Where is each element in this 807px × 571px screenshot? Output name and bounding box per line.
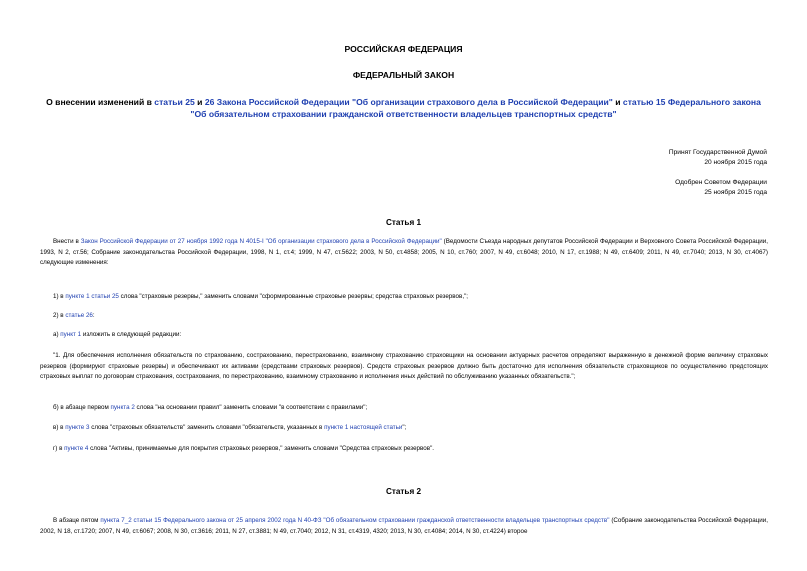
article-1-intro: Внести в Закон Российской Федерации от 27 ноября 1992 года N 4015-I "Об организации страхового дела в Российской Федерации" (Ведомости Съезда народных депутатов Российской Федерации и Верховного Совета Российской Федерации, 1993, N 2, ст.56; Собрание законодательства Российской Федерации, 1998, N 1, ст.4; 1999, N 47, ст.5622; 2003, N 50, ст.4858; 2005, N 10, ст.760; 2007, N 49, ст.6048; 2010, N 17, ст.1988; N 49, ст.6409; 2011, N 49, ст.7040; 2013, N 30, ст.4067) следующие изменения:: [40, 238, 769, 266]
duma-adoption-note: Принят Государственной Думой 20 ноября 2015 года: [668, 149, 767, 166]
law-title: О внесении изменений в статьи 25 и 26 Закона Российской Федерации "Об организации страхового дела в Российской Федерации" и статью 15 Федерального закона "Об обязательном страховании гражданской ответственности владельцев транспортных средств": [46, 97, 761, 119]
item-2d-link[interactable]: пункте 4: [64, 445, 89, 452]
title-link-article-26[interactable]: 26 Закона Российской Федерации "Об организации страхового дела в Российской Федерации": [204, 97, 613, 107]
article-1-item-2d: г) в пункте 4 слова "Активы, принимаемые для покрытия страховых резервов," заменить словами "Средства страховых резервов".: [53, 445, 435, 452]
item-2a-link[interactable]: пункт 1: [60, 331, 82, 338]
item-2-link[interactable]: статье 26: [65, 312, 93, 319]
law-4015-link[interactable]: Закон Российской Федерации от 27 ноября 1992 года N 4015-I "Об организации страхового дела в Российской Федерации": [80, 238, 442, 245]
article-2-heading: Статья 2: [385, 487, 422, 496]
item-2c-link-2[interactable]: пункте 1 настоящей статьи: [324, 424, 403, 431]
article-1-heading: Статья 1: [385, 218, 422, 227]
title-link-article-25[interactable]: статьи 25: [154, 97, 195, 107]
article-1-item-2c: в) в пункте 3 слова "страховых обязательств" заменить словами "обязательств, указанных в пункте 1 настоящей статьи";: [53, 424, 407, 431]
country-heading: РОССИЙСКАЯ ФЕДЕРАЦИЯ: [344, 44, 463, 54]
item-2c-link-1[interactable]: пункте 3: [65, 424, 90, 431]
law-40-fz-link[interactable]: пункта 7_2 статьи 15 Федерального закона от 25 апреля 2002 года N 40-ФЗ "Об обязательном страховании гражданской ответственности владельцев транспортных средств": [100, 517, 610, 524]
article-2-text: В абзаце пятом пункта 7_2 статьи 15 Федерального закона от 25 апреля 2002 года N 40-ФЗ "Об обязательном страховании гражданской ответственности владельцев транспортных средств" (Собрание законодательства Российской Федерации, 2002, N 18, ст.1720; 2007, N 49, ст.6067; 2008, N 30, ст.3616; 2011, N 27, ст.3881; N 49, ст.7040; 2012, N 31, ст.4319, 4320; 2013, N 30, ст.4084; 2014, N 30, ст.4224) второе: [40, 517, 768, 535]
article-1-item-2b: б) в абзаце первом пункта 2 слова "на основании правил" заменить словами "в соответствии с правилами";: [53, 404, 368, 411]
article-1-item-2: 2) в статье 26:: [53, 312, 95, 319]
item-2b-link[interactable]: пункта 2: [110, 404, 135, 411]
article-1-quote: "1. Для обеспечения исполнения обязательств по страхованию, сострахованию, перестрахованию, взаимному страхованию страховщики на основании актуарных расчетов определяют выраженную в денежной форме величину страховых резервов (формируют страховые резервы) и обеспечивают их активами (средствами страховых резервов). Средств страховых резервов должно быть достаточно для исполнения обязательств страховщиков по осуществлению предстоящих страховых выплат по договорам страхования, сострахования, по перестрахованию, взаимному страхованию и исполнения иных действий по обслуживанию указанных обязательств.";: [40, 352, 768, 380]
article-1-item-2a: а) пункт 1 изложить в следующей редакции:: [53, 331, 182, 338]
title-link-article-15[interactable]: статью 15 Федерального закона "Об обязательном страховании гражданской ответственности владельцев транспортных средств": [190, 97, 761, 119]
article-1-item-1: 1) в пункте 1 статьи 25 слова "страховые резервы," заменить словами "сформированные страховые резервы; средства страховых резервов,";: [53, 293, 469, 300]
council-approval-note: Одобрен Советом Федерации 25 ноября 2015 года: [675, 179, 767, 196]
law-type-heading: ФЕДЕРАЛЬНЫЙ ЗАКОН: [352, 70, 455, 80]
item-1-link[interactable]: пункте 1 статьи 25: [65, 293, 119, 300]
